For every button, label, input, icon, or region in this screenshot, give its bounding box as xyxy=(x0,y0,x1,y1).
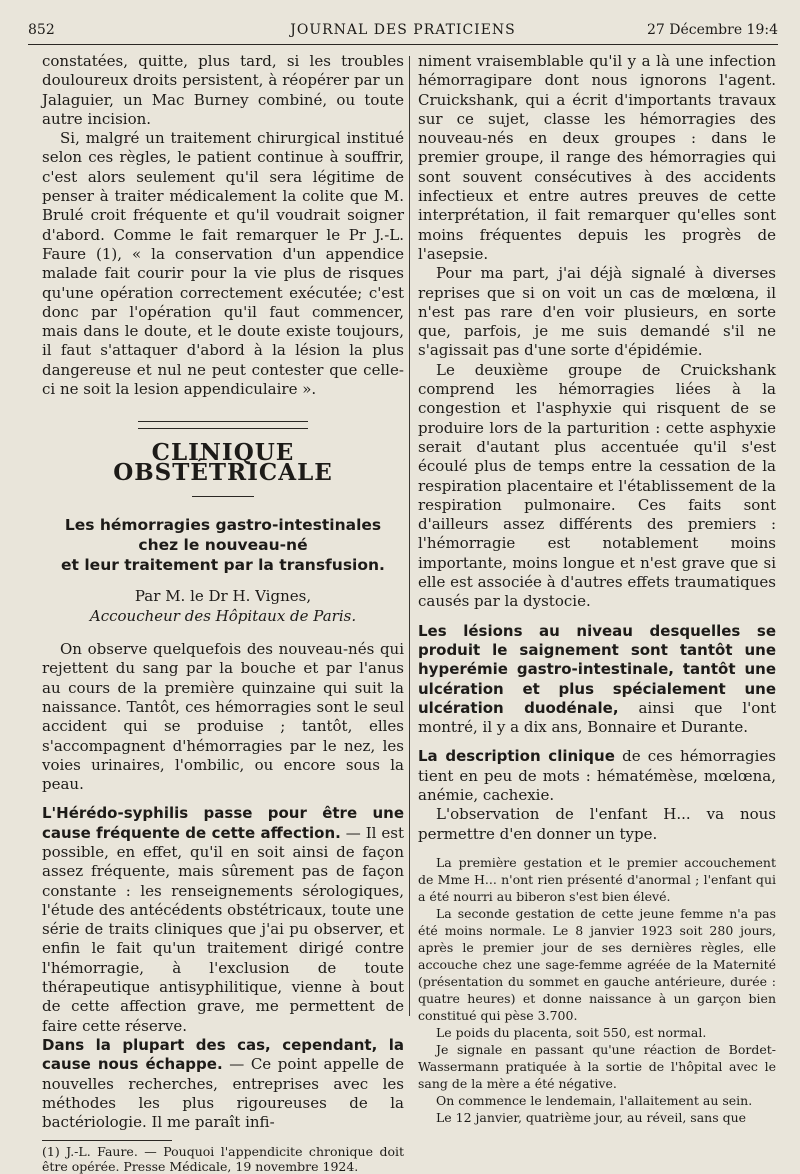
paragraph: L'observation de l'enfant H... va nous permettre d'en donner un type. xyxy=(418,805,776,843)
journal-title: JOURNAL DES PRATICIENS xyxy=(290,22,516,38)
paragraph: constatées, quitte, plus tard, si les troubles douloureux droits persistent, à réopérer par un Jalaguier, un Mac Burney combiné, ou toute autre incision. xyxy=(42,52,404,128)
footnote: (1) J.-L. Faure. — Pouquoi l'appendicite chronique doit être opérée. Presse Médicale, 19 novembre 1924. xyxy=(42,1144,404,1174)
paragraph xyxy=(42,1036,404,1132)
title-underline xyxy=(192,496,254,498)
paragraph-body: — Il est possible, en effet, qu'il en soit ainsi de façon assez fréquente, mais sûrement pas de façon constante : les renseignements sérologiques, l'étude des antécédents obstétricaux, toute une série de traits cliniques que j'ai pu observer, et enfin le fait qu'un traitement dirigé contre l'hémorragie, à l'exclusion de toute thérapeutique antisyphilitique, vienne à bout de cette affection grave, me permettent de faire cette réserve. xyxy=(42,823,404,1035)
paragraph-body: — Ce point appelle de nouvelles recherches, entreprises avec les méthodes les plus rigoureuses de la bactériologie. Il me paraît infi- xyxy=(42,1055,404,1132)
paragraph-body: ainsi que l'ont montré, il y a dix ans, Bonnaire et Durante. xyxy=(418,698,776,737)
observation-paragraph: Le poids du placenta, soit 550, est normal. xyxy=(436,1024,707,1040)
article-title-line: chez le nouveau-né xyxy=(138,536,308,555)
observation-paragraph: La seconde gestation de cette jeune femme n'a pas été moins normale. Le 8 janvier 1923 soit 280 jours, après le premier jour de ses dernières règles, elle accouche chez une sage-femme agréée de la Maternité (présentation du sommet en gauche antérieure, durée : quatre heures) et donne naissance à un garçon bien constitué qui pèse 3.700. xyxy=(418,905,776,1023)
left-column xyxy=(42,52,404,1174)
page-header xyxy=(28,20,778,45)
issue-date: 27 Décembre 19:4 xyxy=(646,22,778,38)
observation-paragraph: On commence le lendemain, l'allaitement au sein. xyxy=(436,1092,753,1108)
paragraph: niment vraisemblable qu'il y a là une infection hémorragipare dont nous ignorons l'agent. Cruickshank, qui a écrit d'importants travaux sur ce sujet, classe les hémorragies des nouveau-nés en deux groupes : dans le premier groupe, il range des hémorragies qui sont souvent consécutives à des accidents infectieux et entre autres preuves de cette interprétation, il fait remarquer qu'elles sont moins fréquentes depuis les progrès de l'asepsie. xyxy=(418,52,776,263)
paragraph-lead: Les lésions au niveau desquelles se produit le saignement sont tantôt une hyperémie gastro-intestinale, tantôt une ulcération et plus spécialement une ulcération duodénale, xyxy=(418,621,776,717)
section-title: CLINIQUE OBSTÉTRICALE xyxy=(113,439,333,486)
author-byline: Par M. le Dr H. Vignes, xyxy=(134,587,312,606)
paragraph: On observe quelquefois des nouveau-nés qui rejettent du sang par la bouche et par l'anus au cours de la première quinzaine qui suit la naissance. Tantôt, ces hémorragies sont le seul accident qui se produise ; tantôt, elles s'accompagnent d'hémorragies par le nez, les voies urinaires, l'ombilic, ou encore sous la peau. xyxy=(42,640,404,794)
paragraph-lead: Dans la plupart des cas, cependant, la cause nous échappe. xyxy=(42,1035,404,1074)
author-affiliation: Accoucheur des Hôpitaux de Paris. xyxy=(89,606,357,625)
paragraph xyxy=(418,622,776,738)
paragraph-lead: La description clinique xyxy=(418,747,615,766)
paragraph: Pour ma part, j'ai déjà signalé à diverses reprises que si on voit un cas de mœlœna, il n'est pas rare d'en voir plusieurs, en sorte que, parfois, je me suis demandé s'il ne s'agissait pas d'une sorte d'épidémie. xyxy=(418,264,776,360)
paragraph xyxy=(418,747,776,805)
section-divider xyxy=(138,421,308,429)
paragraph xyxy=(42,804,404,1036)
paragraph-lead: L'Hérédo-syphilis passe pour être une cause fréquente de cette affection. xyxy=(42,804,404,842)
column-rule xyxy=(409,56,410,1016)
right-column xyxy=(418,52,776,1126)
page-number: 852 xyxy=(28,22,55,38)
article-title xyxy=(42,515,404,575)
paragraph-body: de ces hémorragies tient en peu de mots : hématémèse, mœlœna, anémie, cachexie. xyxy=(418,747,777,804)
observation-paragraph: Le 12 janvier, quatrième jour, au réveil, sans que xyxy=(436,1109,747,1125)
paragraph: Le deuxième groupe de Cruickshank comprend les hémorragies liées à la congestion et l'asphyxie qui risquent de se produire lors de la parturition : cette asphyxie serait d'autant plus accentuée qu'il s'est écoulé plus de temps entre la cessation de la respiration placentaire et l'établissement de la respiration pulmonaire. Ces faits sont d'ailleurs assez différents des premiers : l'hémorragie est notablement moins importante, moins longue et n'est grave que si elle est associée à d'autres effets traumatiques causés par la dystocie. xyxy=(418,360,776,611)
observation-paragraph: Je signale en passant qu'une réaction de Bordet-Wassermann pratiquée à la sortie de l'hôpital avec le sang de la mère a été négative. xyxy=(418,1041,776,1091)
observation-paragraph: La première gestation et le premier accouchement de Mme H... n'ont rien présenté d'anormal ; l'enfant qui a été nourri au biberon s'est bien élevé. xyxy=(418,854,776,904)
article-title-line: et leur traitement par la transfusion. xyxy=(61,556,385,575)
footnote-rule xyxy=(42,1140,172,1141)
paragraph: Si, malgré un traitement chirurgical institué selon ces règles, le patient continue à souffrir, c'est alors seulement qu'il sera légitime de penser à traiter médicalement la colite que M. Brulé croit fréquente et qu'il voudrait soigner d'abord. Comme le fait remarquer le Pr J.-L. Faure (1), « la conservation d'un appendice malade fait courir pour la vie plus de risques qu'une opération correctement exécutée; c'est donc par l'opération qu'il faut commencer, mais dans le doute, et le doute existe toujours, il faut s'attaquer d'abord à la lésion la plus dangereuse et nul ne peut contester que celle-ci ne soit la lesion appendiculaire ». xyxy=(42,129,404,399)
article-title-line: Les hémorragies gastro-intestinales xyxy=(64,516,382,535)
